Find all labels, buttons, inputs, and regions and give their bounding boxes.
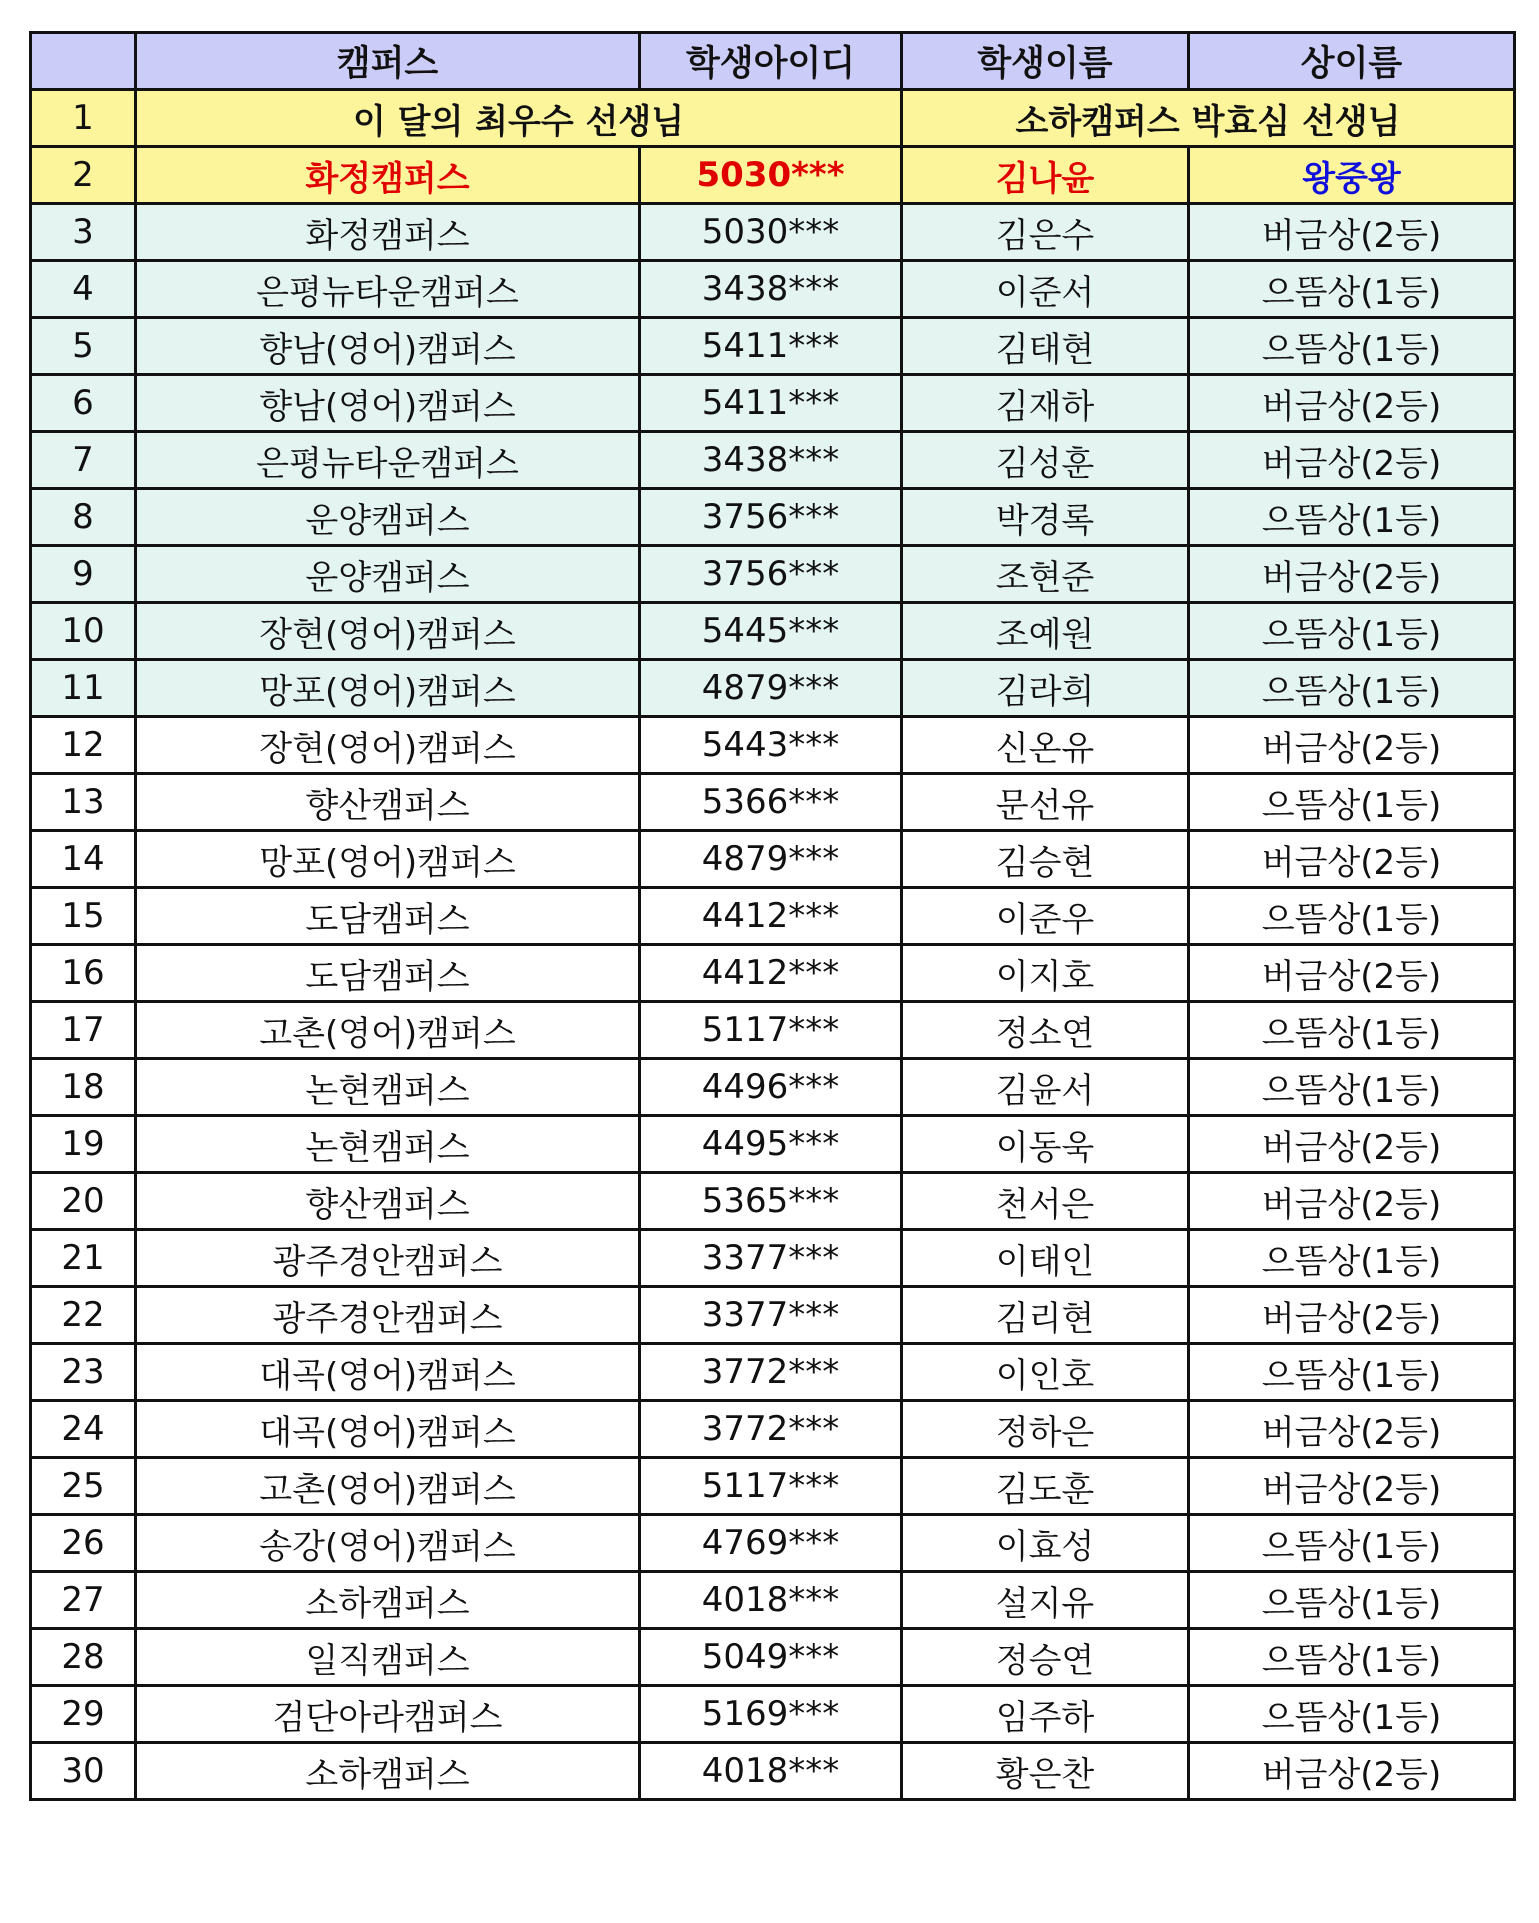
award-cell: 으뜸상(1등)	[1189, 1059, 1515, 1116]
award-cell: 버금상(2등)	[1189, 1401, 1515, 1458]
campus-cell: 도담캠퍼스	[136, 888, 640, 945]
award-cell: 버금상(2등)	[1189, 1173, 1515, 1230]
table-row	[31, 489, 1515, 546]
champion-award: 왕중왕	[1189, 147, 1515, 204]
table-row	[31, 717, 1515, 774]
row-number: 26	[31, 1515, 136, 1572]
student-id-cell: 5411***	[640, 375, 902, 432]
student-name-cell: 김재하	[902, 375, 1189, 432]
student-id-cell: 5411***	[640, 318, 902, 375]
student-id-cell: 5443***	[640, 717, 902, 774]
table-row	[31, 774, 1515, 831]
student-name-cell: 이효성	[902, 1515, 1189, 1572]
award-cell: 으뜸상(1등)	[1189, 1515, 1515, 1572]
row-number: 23	[31, 1344, 136, 1401]
table-row	[31, 546, 1515, 603]
row-number: 5	[31, 318, 136, 375]
student-id-cell: 5365***	[640, 1173, 902, 1230]
student-name-cell: 이지호	[902, 945, 1189, 1002]
campus-cell: 고촌(영어)캠퍼스	[136, 1002, 640, 1059]
row-number: 18	[31, 1059, 136, 1116]
row-number: 28	[31, 1629, 136, 1686]
table-row	[31, 831, 1515, 888]
student-id-cell: 3438***	[640, 432, 902, 489]
campus-cell: 향산캠퍼스	[136, 774, 640, 831]
table-row	[31, 1059, 1515, 1116]
row-number: 20	[31, 1173, 136, 1230]
table-row	[31, 945, 1515, 1002]
student-name-cell: 조현준	[902, 546, 1189, 603]
student-name-cell: 이준서	[902, 261, 1189, 318]
campus-cell: 광주경안캠퍼스	[136, 1287, 640, 1344]
row-number: 22	[31, 1287, 136, 1344]
student-id-cell: 4018***	[640, 1743, 902, 1800]
row-number: 2	[31, 147, 136, 204]
award-cell: 으뜸상(1등)	[1189, 489, 1515, 546]
student-name-cell: 설지유	[902, 1572, 1189, 1629]
campus-cell: 망포(영어)캠퍼스	[136, 660, 640, 717]
student-id-cell: 3377***	[640, 1230, 902, 1287]
row-number: 30	[31, 1743, 136, 1800]
table-row	[31, 1116, 1515, 1173]
table-row	[31, 1173, 1515, 1230]
row-number: 14	[31, 831, 136, 888]
award-cell: 으뜸상(1등)	[1189, 660, 1515, 717]
campus-cell: 화정캠퍼스	[136, 204, 640, 261]
table-row	[31, 375, 1515, 432]
student-name-cell: 김태현	[902, 318, 1189, 375]
table-row	[31, 1515, 1515, 1572]
teacher-of-month-value: 소하캠퍼스 박효심 선생님	[902, 90, 1515, 147]
award-cell: 으뜸상(1등)	[1189, 261, 1515, 318]
header-student-name: 학생이름	[902, 33, 1189, 90]
student-id-cell: 5049***	[640, 1629, 902, 1686]
student-id-cell: 3772***	[640, 1401, 902, 1458]
award-cell: 으뜸상(1등)	[1189, 1629, 1515, 1686]
campus-cell: 장현(영어)캠퍼스	[136, 603, 640, 660]
student-name-cell: 황은찬	[902, 1743, 1189, 1800]
student-id-cell: 4018***	[640, 1572, 902, 1629]
table-row	[31, 1287, 1515, 1344]
table-row	[31, 1458, 1515, 1515]
student-name-cell: 임주하	[902, 1686, 1189, 1743]
student-id-cell: 5445***	[640, 603, 902, 660]
campus-cell: 은평뉴타운캠퍼스	[136, 261, 640, 318]
award-cell: 으뜸상(1등)	[1189, 774, 1515, 831]
campus-cell: 운양캠퍼스	[136, 546, 640, 603]
table-row	[31, 1344, 1515, 1401]
award-cell: 으뜸상(1등)	[1189, 318, 1515, 375]
row-number: 9	[31, 546, 136, 603]
campus-cell: 소하캠퍼스	[136, 1743, 640, 1800]
row-number: 4	[31, 261, 136, 318]
student-id-cell: 5117***	[640, 1002, 902, 1059]
table-row	[31, 1686, 1515, 1743]
table-row	[31, 1629, 1515, 1686]
student-id-cell: 3756***	[640, 489, 902, 546]
row-number: 13	[31, 774, 136, 831]
student-id-cell: 4879***	[640, 831, 902, 888]
row-number: 21	[31, 1230, 136, 1287]
champion-student-name: 김나윤	[902, 147, 1189, 204]
student-name-cell: 정승연	[902, 1629, 1189, 1686]
campus-cell: 일직캠퍼스	[136, 1629, 640, 1686]
award-cell: 버금상(2등)	[1189, 1743, 1515, 1800]
campus-cell: 망포(영어)캠퍼스	[136, 831, 640, 888]
student-id-cell: 4769***	[640, 1515, 902, 1572]
table-row	[31, 1002, 1515, 1059]
student-name-cell: 김승현	[902, 831, 1189, 888]
table-row	[31, 1743, 1515, 1800]
table-row	[31, 888, 1515, 945]
student-name-cell: 이태인	[902, 1230, 1189, 1287]
header-no	[31, 33, 136, 90]
student-name-cell: 이동욱	[902, 1116, 1189, 1173]
header-campus: 캠퍼스	[136, 33, 640, 90]
table-row	[31, 660, 1515, 717]
student-name-cell: 신온유	[902, 717, 1189, 774]
student-id-cell: 4879***	[640, 660, 902, 717]
awards-table	[29, 31, 1516, 1801]
award-cell: 으뜸상(1등)	[1189, 603, 1515, 660]
table-row	[31, 432, 1515, 489]
row-number: 16	[31, 945, 136, 1002]
student-id-cell: 4496***	[640, 1059, 902, 1116]
campus-cell: 향남(영어)캠퍼스	[136, 318, 640, 375]
row-number: 24	[31, 1401, 136, 1458]
campus-cell: 운양캠퍼스	[136, 489, 640, 546]
campus-cell: 광주경안캠퍼스	[136, 1230, 640, 1287]
row-number: 1	[31, 90, 136, 147]
champion-campus: 화정캠퍼스	[136, 147, 640, 204]
campus-cell: 은평뉴타운캠퍼스	[136, 432, 640, 489]
student-name-cell: 김라희	[902, 660, 1189, 717]
row-number: 11	[31, 660, 136, 717]
student-id-cell: 5117***	[640, 1458, 902, 1515]
header-student-id: 학생아이디	[640, 33, 902, 90]
student-name-cell: 조예원	[902, 603, 1189, 660]
student-name-cell: 이준우	[902, 888, 1189, 945]
teacher-of-month-row	[31, 90, 1515, 147]
award-cell: 버금상(2등)	[1189, 375, 1515, 432]
award-cell: 버금상(2등)	[1189, 1458, 1515, 1515]
award-cell: 버금상(2등)	[1189, 717, 1515, 774]
campus-cell: 대곡(영어)캠퍼스	[136, 1344, 640, 1401]
grand-champion-row	[31, 147, 1515, 204]
table-row	[31, 204, 1515, 261]
campus-cell: 장현(영어)캠퍼스	[136, 717, 640, 774]
award-cell: 으뜸상(1등)	[1189, 1002, 1515, 1059]
campus-cell: 향남(영어)캠퍼스	[136, 375, 640, 432]
award-cell: 으뜸상(1등)	[1189, 1344, 1515, 1401]
campus-cell: 소하캠퍼스	[136, 1572, 640, 1629]
row-number: 25	[31, 1458, 136, 1515]
table-body	[31, 90, 1515, 1800]
student-name-cell: 정하은	[902, 1401, 1189, 1458]
student-id-cell: 4495***	[640, 1116, 902, 1173]
table-row	[31, 1401, 1515, 1458]
student-id-cell: 5030***	[640, 204, 902, 261]
campus-cell: 논현캠퍼스	[136, 1116, 640, 1173]
student-id-cell: 4412***	[640, 888, 902, 945]
award-cell: 버금상(2등)	[1189, 831, 1515, 888]
student-id-cell: 3756***	[640, 546, 902, 603]
row-number: 15	[31, 888, 136, 945]
row-number: 10	[31, 603, 136, 660]
award-cell: 으뜸상(1등)	[1189, 1686, 1515, 1743]
student-name-cell: 정소연	[902, 1002, 1189, 1059]
student-name-cell: 이인호	[902, 1344, 1189, 1401]
table-row	[31, 261, 1515, 318]
campus-cell: 검단아라캠퍼스	[136, 1686, 640, 1743]
row-number: 8	[31, 489, 136, 546]
student-id-cell: 5169***	[640, 1686, 902, 1743]
row-number: 7	[31, 432, 136, 489]
row-number: 29	[31, 1686, 136, 1743]
student-id-cell: 3772***	[640, 1344, 902, 1401]
award-cell: 버금상(2등)	[1189, 432, 1515, 489]
student-name-cell: 김윤서	[902, 1059, 1189, 1116]
student-name-cell: 김리현	[902, 1287, 1189, 1344]
award-cell: 으뜸상(1등)	[1189, 888, 1515, 945]
row-number: 3	[31, 204, 136, 261]
row-number: 17	[31, 1002, 136, 1059]
campus-cell: 대곡(영어)캠퍼스	[136, 1401, 640, 1458]
award-cell: 버금상(2등)	[1189, 1116, 1515, 1173]
campus-cell: 도담캠퍼스	[136, 945, 640, 1002]
campus-cell: 논현캠퍼스	[136, 1059, 640, 1116]
teacher-of-month-label: 이 달의 최우수 선생님	[136, 90, 902, 147]
student-name-cell: 김은수	[902, 204, 1189, 261]
student-name-cell: 문선유	[902, 774, 1189, 831]
campus-cell: 고촌(영어)캠퍼스	[136, 1458, 640, 1515]
student-name-cell: 박경록	[902, 489, 1189, 546]
row-number: 12	[31, 717, 136, 774]
student-id-cell: 5366***	[640, 774, 902, 831]
table-row	[31, 318, 1515, 375]
award-cell: 버금상(2등)	[1189, 546, 1515, 603]
student-name-cell: 천서은	[902, 1173, 1189, 1230]
student-name-cell: 김도훈	[902, 1458, 1189, 1515]
student-id-cell: 3438***	[640, 261, 902, 318]
award-cell: 으뜸상(1등)	[1189, 1572, 1515, 1629]
header-award: 상이름	[1189, 33, 1515, 90]
student-name-cell: 김성훈	[902, 432, 1189, 489]
award-cell: 버금상(2등)	[1189, 945, 1515, 1002]
champion-student-id: 5030***	[640, 147, 902, 204]
award-cell: 으뜸상(1등)	[1189, 1230, 1515, 1287]
student-id-cell: 4412***	[640, 945, 902, 1002]
row-number: 19	[31, 1116, 136, 1173]
table-row	[31, 1230, 1515, 1287]
award-cell: 버금상(2등)	[1189, 204, 1515, 261]
award-cell: 버금상(2등)	[1189, 1287, 1515, 1344]
row-number: 27	[31, 1572, 136, 1629]
table-row	[31, 603, 1515, 660]
header-row	[31, 33, 1515, 90]
table-row	[31, 1572, 1515, 1629]
row-number: 6	[31, 375, 136, 432]
campus-cell: 향산캠퍼스	[136, 1173, 640, 1230]
student-id-cell: 3377***	[640, 1287, 902, 1344]
campus-cell: 송강(영어)캠퍼스	[136, 1515, 640, 1572]
